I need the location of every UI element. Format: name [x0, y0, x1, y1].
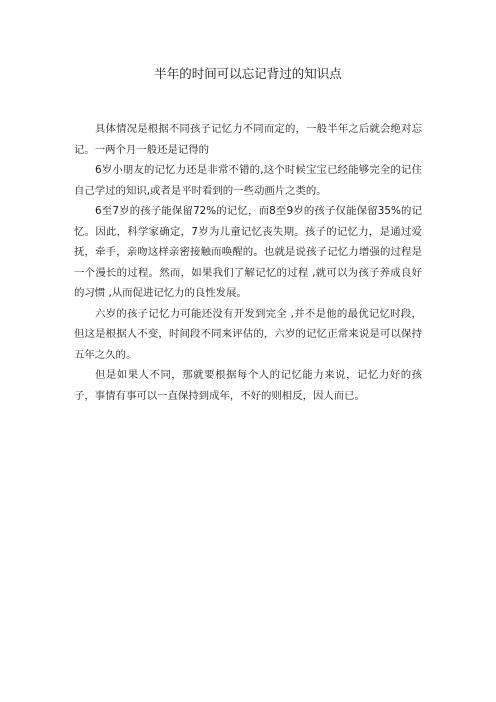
paragraph-3: 6至7岁的孩子能保留72%的记忆，而8至9岁的孩子仅能保留35%的记忆。因此，科学家确定，7岁为儿童记忆丧失期。孩子的记忆力，是通过爱抚，牵手，亲吻这样亲密接触而唤醒的。也就是说孩子记忆力增强的过程是一个漫长的过程。然而，如果我们了解记忆的过程 ,就可以为孩子养成良好的习惯 ,从而促进记忆力的良性发展。	[74, 205, 422, 299]
paragraph-4: 六岁的孩子记忆力可能还没有开发到完全 ,并不是他的最优记忆时段，但这是根据人不变，时间段不同来评估的，六岁的记忆正常来说是可以保持五年之久的。	[74, 307, 422, 361]
document-title: 半年的时间可以忘记背过的知识点	[154, 66, 342, 81]
paragraph-5: 但是如果人不同，那就要根据每个人的记忆能力来说，记忆力好的孩子，事情有事可以一直保持到成年，不好的则相反，因人而已。	[74, 369, 422, 402]
paragraph-2: 6岁小朋友的记忆力还是非常不错的,这个时候宝宝已经能够完全的记住自己学过的知识,或者是平时看到的一些动画片之类的。	[74, 164, 422, 197]
document-body	[74, 119, 422, 406]
paragraph-1: 具体情况是根据不同孩子记忆力不同而定的，一般半年之后就会绝对忘记。一两个月一般还是记得的	[74, 123, 422, 156]
